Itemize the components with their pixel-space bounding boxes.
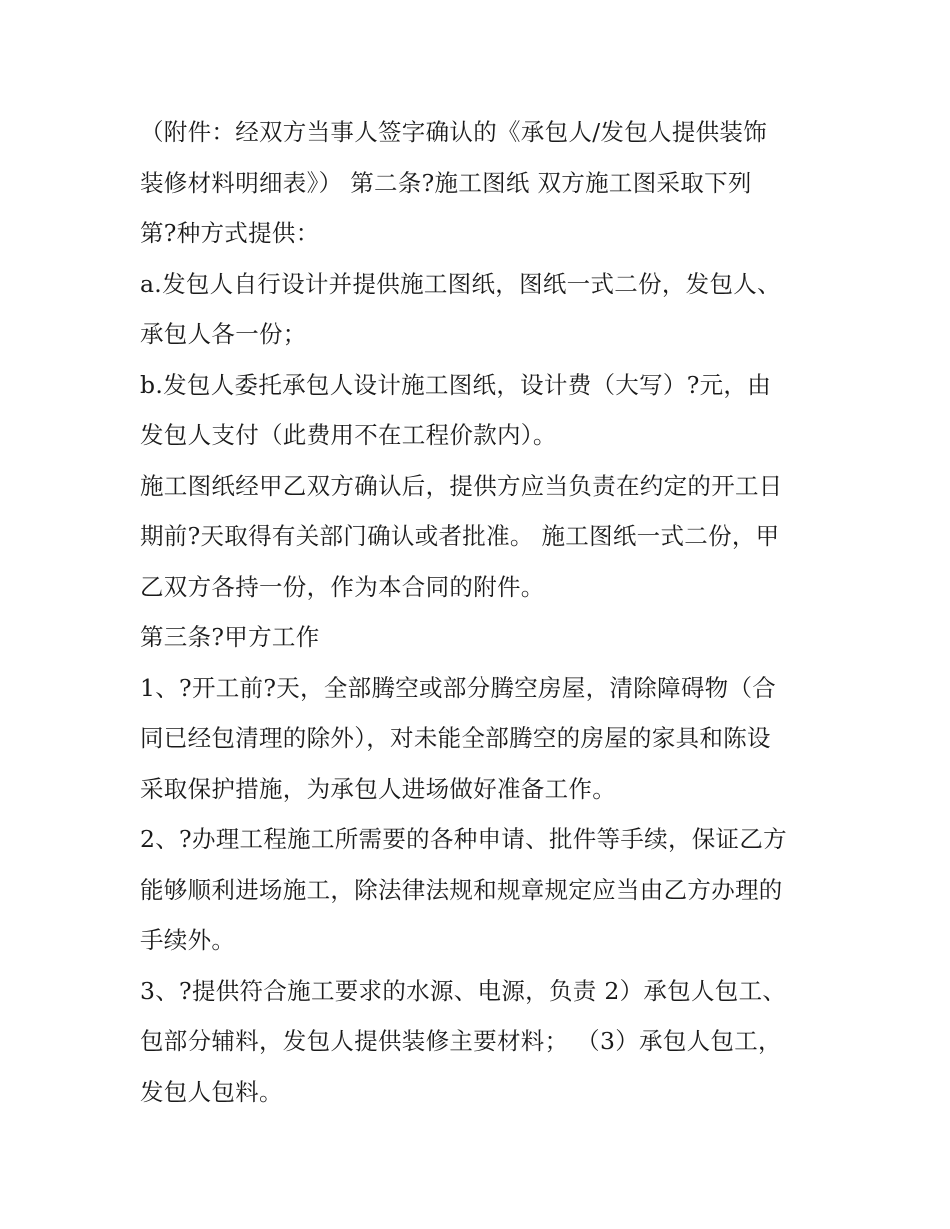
text-line: 第?种方式提供： xyxy=(140,219,320,247)
text-line: 发包人支付（此费用不在工程价款内）。 xyxy=(140,421,557,449)
text-line: 发包人包料。 xyxy=(140,1077,283,1106)
text-line: a.发包人自行设计并提供施工图纸，图纸一式二份，发包人、 xyxy=(140,269,781,298)
text-line: 采取保护措施，为承包人进场做好准备工作。 xyxy=(140,774,616,803)
text-line: 承包人各一份； xyxy=(140,320,307,348)
text-line: 3、?提供符合施工要求的水源、电源，负责 2）承包人包工、 xyxy=(140,976,787,1005)
text-line: 期前?天取得有关部门确认或者批准。 施工图纸一式二份，甲 xyxy=(140,522,780,550)
text-line: 包部分辅料，发包人提供装修主要材料； （3）承包人包工， xyxy=(140,1027,782,1055)
text-line: 装修材料明细表》） 第二条?施工图纸 双方施工图采取下列 xyxy=(140,168,752,197)
text-line: 1、?开工前?天，全部腾空或部分腾空房屋，清除障碍物（合 xyxy=(140,673,777,702)
text-line: 施工图纸经甲乙双方确认后，提供方应当负责在约定的开工日 xyxy=(140,471,783,500)
text-line: 2、?办理工程施工所需要的各种申请、批件等手续，保证乙方 xyxy=(140,825,787,853)
text-line: 手续外。 xyxy=(140,926,236,954)
text-line: 同已经包清理的除外），对未能全部腾空的房屋的家具和陈设 xyxy=(140,724,771,752)
section-heading: 第三条?甲方工作 xyxy=(140,623,320,651)
document-body xyxy=(140,107,820,1117)
text-line: b.发包人委托承包人设计施工图纸，设计费（大写）?元，由 xyxy=(140,370,772,399)
text-line: 乙双方各持一份，作为本合同的附件。 xyxy=(140,572,545,601)
text-line: 能够顺利进场施工，除法律法规和规章规定应当由乙方办理的 xyxy=(140,875,783,904)
text-line: （附件：经双方当事人签字确认的《承包人/发包人提供装饰 xyxy=(140,118,768,146)
